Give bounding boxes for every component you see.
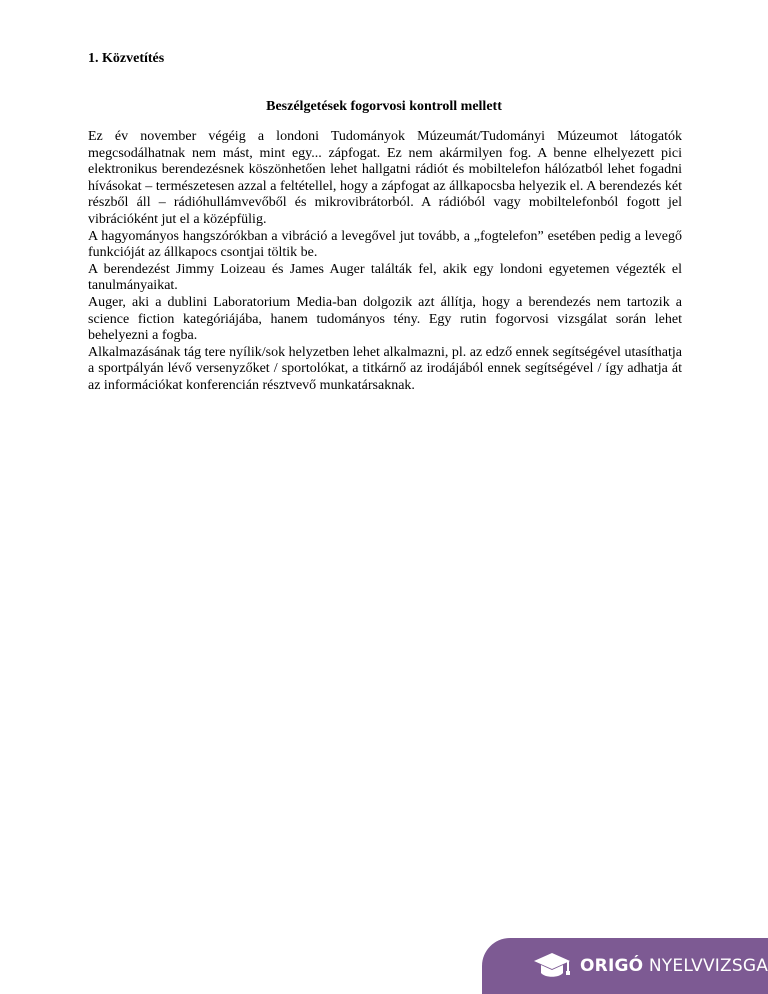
paragraph: Auger, aki a dublini Laboratorium Media-ban dolgozik azt állítja, hogy a berendezés nem tartozik a science fiction kategóriájába, hanem tudományos tény. Egy rutin fogorvosi vizsgálat során lehet behelyezni a fogba.	[88, 294, 682, 344]
logo-brand-strong: ORIGÓ	[580, 956, 644, 976]
paragraph: A berendezést Jimmy Loizeau és James Auger találták fel, akik egy londoni egyetemen végezték el tanulmányaikat.	[88, 261, 682, 294]
graduation-cap-icon	[532, 950, 572, 982]
paragraph: Ez év november végéig a londoni Tudományok Múzeumát/Tudományi Múzeumot látogatók megcsodálhatnak nem mást, mint egy... zápfogat. Ez nem akármilyen fog. A benne elhelyezett pici elektronikus berendezésnek köszönhetően lehet hallgatni rádiót és mobiltelefon hálózatból lehet fogadni hívásokat – természetesen azzal a feltétellel, hogy a zápfogat az állkapocsba helyezik el. A berendezés két részből áll – rádióhullámvevőből és mikrovibrátorból. A rádióból vagy mobiltelefonból fogott jel vibrációként jut el a középfülig.	[88, 129, 682, 227]
paragraph: Alkalmazásának tág tere nyílik/sok helyzetben lehet alkalmazni, pl. az edző ennek segítségével utasíthatja a sportpályán lévő versenyzőket / sportolókat, a titkárnő az irodájából ennek segítségével / így adhatja át az információkat konferencián résztvevő munkatársaknak.	[88, 344, 682, 393]
paragraph: A hagyományos hangszórókban a vibráció a levegővel jut tovább, a „fogtelefon” esetében pedig a levegő funkcióját az állkapocs csontjai töltik be.	[88, 228, 682, 261]
section-heading: 1. Közvetítés	[88, 51, 165, 66]
document-title: Beszélgetések fogorvosi kontroll mellett	[266, 99, 502, 114]
document-body	[88, 129, 682, 395]
origo-logo	[482, 938, 768, 994]
logo-text	[580, 956, 768, 976]
logo-brand-light: NYELVVIZSGA	[648, 956, 768, 976]
